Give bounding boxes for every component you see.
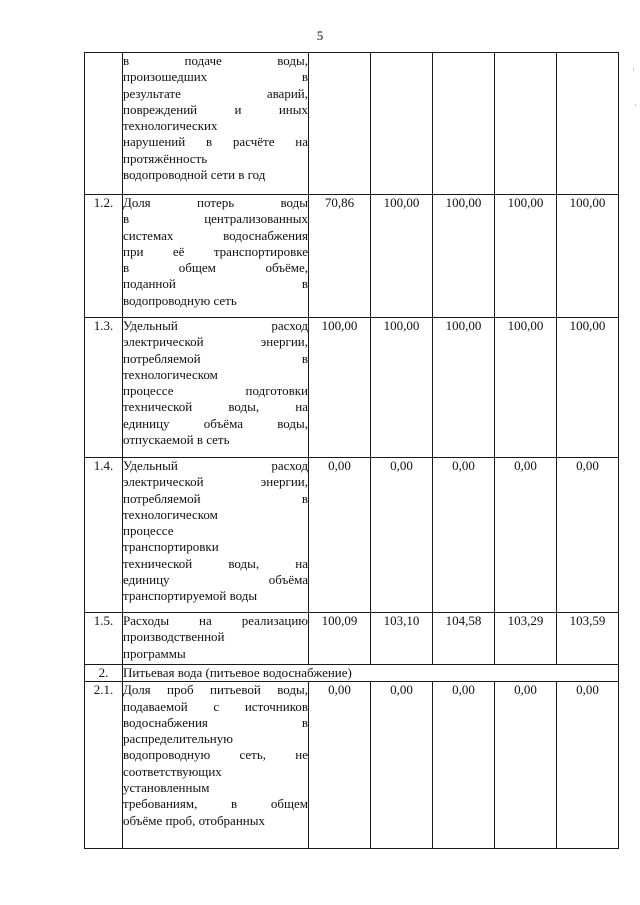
section-title: Питьевая вода (питьевое водоснабжение) <box>123 665 619 682</box>
description-line: объёме проб, отобранных <box>123 812 265 828</box>
value-cell-year-2: 0,00 <box>371 458 433 613</box>
row-number <box>85 53 123 195</box>
table-row <box>85 613 619 665</box>
value-cell-year-1: 0,00 <box>309 682 371 849</box>
row-number: 2. <box>85 665 123 682</box>
description-line: водоснабжения в <box>123 714 308 730</box>
value-cell-year-3: 100,00 <box>433 318 495 458</box>
value-cell-year-1: 0,00 <box>309 458 371 613</box>
description-line: в общем объёме, <box>123 260 308 276</box>
description-line: протяжённость <box>123 150 208 166</box>
description-line: потребляемой в <box>123 490 308 506</box>
indicator-description <box>123 613 309 665</box>
value-cell-year-3: 100,00 <box>433 195 495 318</box>
table-row <box>85 195 619 318</box>
value-cell-year-2: 0,00 <box>371 682 433 849</box>
value-cell-year-1: 100,00 <box>309 318 371 458</box>
indicator-description <box>123 318 309 458</box>
description-line: требованиям, в общем <box>123 796 308 812</box>
value-cell-year-1 <box>309 53 371 195</box>
table-row <box>85 318 619 458</box>
description-line: произошедших в <box>123 69 308 85</box>
description-line: Удельный расход <box>123 318 308 333</box>
value-cell-year-4: 103,29 <box>495 613 557 665</box>
description-line: результате аварий, <box>123 85 308 101</box>
description-line: электрической энергии, <box>123 334 308 350</box>
description-line: потребляемой в <box>123 350 308 366</box>
value-cell-year-2: 100,00 <box>371 318 433 458</box>
value-cell-year-4 <box>495 53 557 195</box>
description-line: нарушений в расчёте на <box>123 134 308 150</box>
value-cell-year-5: 0,00 <box>557 682 619 849</box>
value-cell-year-3: 0,00 <box>433 682 495 849</box>
description-line: транспортировки <box>123 539 219 555</box>
description-line: водопроводной сети в год <box>123 167 266 183</box>
indicators-table <box>84 52 619 849</box>
description-line: программы <box>123 645 186 661</box>
value-cell-year-1: 70,86 <box>309 195 371 318</box>
row-number: 2.1. <box>85 682 123 849</box>
value-cell-year-4: 100,00 <box>495 318 557 458</box>
description-line: Удельный расход <box>123 458 308 473</box>
description-line: производственной <box>123 629 225 645</box>
description-line: Доля потерь воды <box>123 195 308 210</box>
value-cell-year-1: 100,09 <box>309 613 371 665</box>
table-row <box>85 665 619 682</box>
description-line: водопроводную сеть, не <box>123 747 308 763</box>
description-line: электрической энергии, <box>123 474 308 490</box>
description-line: в подаче воды, <box>123 53 308 68</box>
scan-mark: · <box>632 64 635 74</box>
description-line: установленным <box>123 780 210 796</box>
value-cell-year-5: 100,00 <box>557 195 619 318</box>
description-line: подаваемой с источников <box>123 698 308 714</box>
row-number: 1.2. <box>85 195 123 318</box>
value-cell-year-5: 100,00 <box>557 318 619 458</box>
scan-mark: · <box>634 100 637 110</box>
description-line: технологическом <box>123 506 218 522</box>
value-cell-year-4: 0,00 <box>495 682 557 849</box>
value-cell-year-5: 103,59 <box>557 613 619 665</box>
description-line: процессе подготовки <box>123 383 308 399</box>
value-cell-year-3: 0,00 <box>433 458 495 613</box>
indicator-description <box>123 195 309 318</box>
table-row <box>85 682 619 849</box>
value-cell-year-5 <box>557 53 619 195</box>
description-line: Доля проб питьевой воды, <box>123 682 308 698</box>
description-line: системах водоснабжения <box>123 227 308 243</box>
description-line: отпускаемой в сеть <box>123 432 230 448</box>
page-number: 5 <box>316 28 324 43</box>
description-line: процессе <box>123 523 174 539</box>
table-row <box>85 458 619 613</box>
description-line: при её транспортировке <box>123 243 308 259</box>
description-line: водопроводную сеть <box>123 292 237 308</box>
description-line: единицу объёма воды, <box>123 415 308 431</box>
value-cell-year-2 <box>371 53 433 195</box>
value-cell-year-3: 104,58 <box>433 613 495 665</box>
indicator-description <box>123 682 309 849</box>
value-cell-year-2: 100,00 <box>371 195 433 318</box>
description-line: Расходы на реализацию <box>123 613 308 628</box>
description-line: технической воды, на <box>123 399 308 415</box>
table-row <box>85 53 619 195</box>
value-cell-year-2: 103,10 <box>371 613 433 665</box>
description-line: единицу объёма <box>123 572 308 588</box>
row-number: 1.4. <box>85 458 123 613</box>
description-line: технологическом <box>123 366 218 382</box>
description-line: распределительную <box>123 731 233 747</box>
indicator-description <box>123 458 309 613</box>
description-line: технологических <box>123 118 218 134</box>
value-cell-year-4: 100,00 <box>495 195 557 318</box>
description-line: в централизованных <box>123 211 308 227</box>
value-cell-year-3 <box>433 53 495 195</box>
row-number: 1.5. <box>85 613 123 665</box>
description-line: поданной в <box>123 276 308 292</box>
value-cell-year-4: 0,00 <box>495 458 557 613</box>
row-number: 1.3. <box>85 318 123 458</box>
description-line: повреждений и иных <box>123 101 308 117</box>
value-cell-year-5: 0,00 <box>557 458 619 613</box>
description-line: транспортируемой воды <box>123 588 258 604</box>
description-line: технической воды, на <box>123 555 308 571</box>
indicator-description <box>123 53 309 195</box>
description-line: соответствующих <box>123 763 222 779</box>
